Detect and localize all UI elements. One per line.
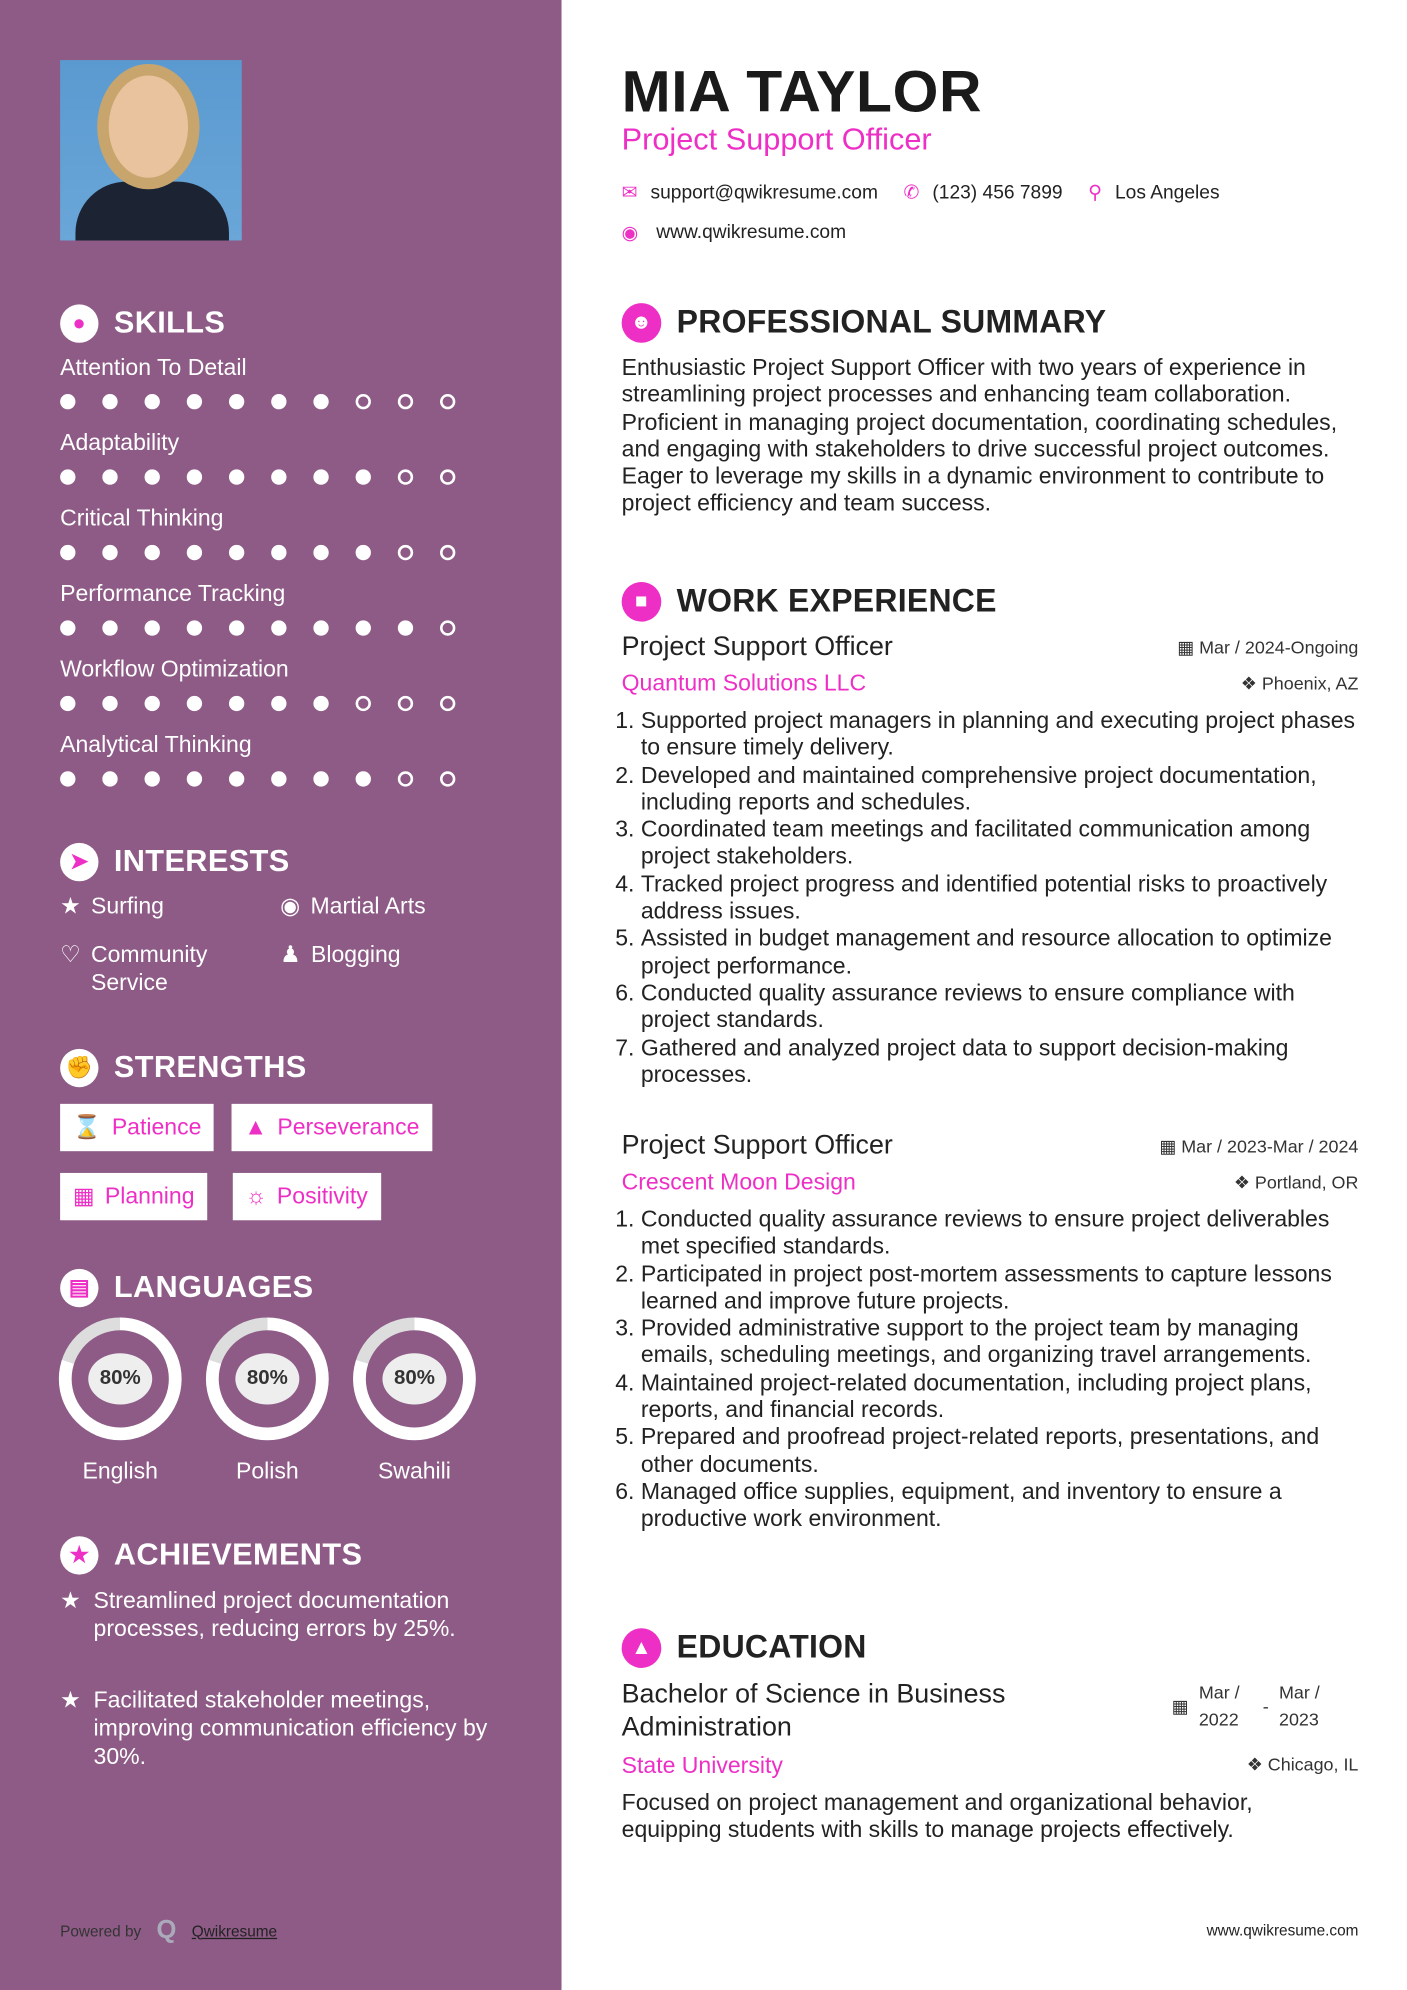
languages-title: LANGUAGES xyxy=(113,1270,314,1305)
achievement-item xyxy=(60,1586,495,1642)
rating-dot xyxy=(356,545,371,560)
rating-dot xyxy=(187,469,202,484)
user-icon: ☻ xyxy=(622,303,662,343)
language-ring xyxy=(206,1317,329,1440)
rating-dot xyxy=(271,545,286,560)
job-bullet: 3. Coordinated team meetings and facilitated communication among project stakeholders. xyxy=(641,816,1359,870)
rating-dot xyxy=(229,394,244,409)
skill-item xyxy=(60,430,455,505)
rating-dot xyxy=(187,771,202,786)
globe-icon: ◉ xyxy=(621,222,639,245)
rating-dot xyxy=(229,696,244,711)
strength-label: Positivity xyxy=(276,1183,368,1209)
job-bullets xyxy=(622,1206,1359,1533)
rating-dot xyxy=(145,469,160,484)
calendar-icon: ▦ xyxy=(1177,636,1200,657)
rating-dot xyxy=(398,469,413,484)
job-bullet: 3. Provided administrative support to the project team by managing emails, scheduling meetings, and organizing travel arrangements. xyxy=(641,1315,1359,1369)
job-title: Project Support Officer xyxy=(621,122,932,158)
rating-dot xyxy=(398,545,413,560)
job-location xyxy=(1241,673,1359,695)
rating-dot xyxy=(271,696,286,711)
rating-dot xyxy=(102,620,117,635)
language-name: Swahili xyxy=(377,1458,451,1484)
rating-dot xyxy=(440,620,455,635)
rating-dot xyxy=(187,394,202,409)
rating-dot xyxy=(102,696,117,711)
achievement-text: Streamlined project documentation processes, reducing errors by 25%. xyxy=(93,1587,456,1642)
skill-label: Critical Thinking xyxy=(60,505,224,531)
interest-item xyxy=(280,940,400,968)
education-location xyxy=(1247,1754,1359,1776)
location: Los Angeles xyxy=(1114,180,1220,203)
job-location xyxy=(1234,1172,1359,1194)
rating-dot xyxy=(313,394,328,409)
skill-label: Workflow Optimization xyxy=(60,656,289,682)
skill-rating xyxy=(60,394,455,409)
language-percent: 80% xyxy=(235,1353,299,1404)
job-entry xyxy=(622,632,1359,1089)
calendar-icon: ▦ xyxy=(72,1183,95,1209)
skill-label: Performance Tracking xyxy=(60,580,286,607)
job-bullet: 1. Supported project managers in planning and executing project phases to ensure timely delivery. xyxy=(641,707,1359,761)
rating-dot xyxy=(313,545,328,560)
job-dates xyxy=(1159,1135,1358,1157)
rating-dot xyxy=(145,394,160,409)
job-bullets xyxy=(622,707,1359,1088)
rating-dot xyxy=(271,469,286,484)
rating-dot xyxy=(145,545,160,560)
school: State University xyxy=(621,1752,783,1778)
skill-item xyxy=(60,354,455,429)
rating-dot xyxy=(313,771,328,786)
rating-dot xyxy=(187,696,202,711)
job-title: Project Support Officer xyxy=(621,631,893,662)
rating-dot xyxy=(145,620,160,635)
contact-row xyxy=(622,180,1220,203)
job-location-text: Phoenix, AZ xyxy=(1261,672,1359,694)
sidebar xyxy=(0,0,562,1990)
summary-text: Enthusiastic Project Support Officer with two years of experience in streamlining project processes and enhancing team collaboration. Proficient in managing project documentation, coordinating schedules, and engaging with stakeholders to drive successful project outcomes. Eager to leverage my skills in a dynamic environment to contribute to project efficiency and team success. xyxy=(621,354,1338,517)
language-percent: 80% xyxy=(88,1353,152,1404)
skill-label: Attention To Detail xyxy=(60,354,247,380)
rating-dot xyxy=(313,696,328,711)
interest-label: Martial Arts xyxy=(310,892,426,919)
rating-dot xyxy=(60,545,75,560)
strength-tag xyxy=(60,1173,207,1220)
brand-link[interactable]: Qwikresume xyxy=(191,1921,278,1940)
powered-by-label: Powered by xyxy=(60,1921,142,1940)
rating-dot xyxy=(356,620,371,635)
language-item xyxy=(353,1317,476,1485)
language-item xyxy=(59,1317,182,1485)
rating-dot xyxy=(229,771,244,786)
job-bullet: 2. Participated in project post-mortem assessments to capture lessons learned and improve future projects. xyxy=(641,1261,1359,1315)
skill-label: Adaptability xyxy=(60,429,180,456)
rating-dot xyxy=(271,771,286,786)
email[interactable]: support@qwikresume.com xyxy=(650,180,878,203)
language-item xyxy=(206,1317,329,1485)
briefcase-icon: ■ xyxy=(622,582,662,622)
lightbulb-icon: ● xyxy=(60,304,98,342)
language-name: English xyxy=(82,1458,158,1484)
rating-dot xyxy=(356,394,371,409)
rating-dot xyxy=(313,469,328,484)
rating-dot xyxy=(145,696,160,711)
rating-dot xyxy=(60,394,75,409)
skill-item xyxy=(60,581,455,656)
achievements-title: ACHIEVEMENTS xyxy=(113,1537,363,1573)
rating-dot xyxy=(102,545,117,560)
summary-heading xyxy=(622,303,1107,343)
strength-label: Planning xyxy=(104,1183,195,1209)
interest-item xyxy=(280,892,425,920)
mountain-icon: ▲ xyxy=(244,1114,268,1140)
calendar-icon: ▦ xyxy=(1159,1135,1182,1156)
achievement-item xyxy=(60,1686,495,1770)
email-icon: ✉ xyxy=(621,181,638,204)
skills-list xyxy=(60,354,455,807)
graduation-icon: ▲ xyxy=(622,1628,662,1668)
interest-label: Blogging xyxy=(311,941,401,967)
summary-title: PROFESSIONAL SUMMARY xyxy=(676,304,1107,341)
job-entry xyxy=(622,1131,1359,1533)
strength-tag xyxy=(233,1173,381,1220)
phone-icon: ✆ xyxy=(903,181,920,204)
rating-dot xyxy=(102,771,117,786)
job-dates xyxy=(1177,636,1358,658)
rating-dot xyxy=(440,696,455,711)
skills-heading xyxy=(60,304,225,342)
rating-dot xyxy=(229,545,244,560)
interest-item xyxy=(60,940,252,996)
rating-dot xyxy=(440,469,455,484)
footer-website[interactable]: www.qwikresume.com xyxy=(1206,1921,1359,1940)
job-bullet: 6. Managed office supplies, equipment, and inventory to ensure a productive work environment. xyxy=(641,1479,1359,1533)
skill-rating xyxy=(60,620,455,635)
pin-icon: ❖ xyxy=(1246,1753,1268,1775)
pin-icon: ❖ xyxy=(1240,672,1262,694)
language-ring xyxy=(353,1317,476,1440)
skill-rating xyxy=(60,469,455,484)
rating-dot xyxy=(229,620,244,635)
rating-dot xyxy=(187,545,202,560)
pin-icon: ❖ xyxy=(1233,1171,1255,1193)
website[interactable]: www.qwikresume.com xyxy=(656,221,847,244)
rating-dot xyxy=(229,469,244,484)
skills-title: SKILLS xyxy=(113,305,226,341)
rating-dot xyxy=(60,469,75,484)
achievements-heading xyxy=(60,1536,362,1574)
powered-by xyxy=(60,1916,277,1945)
rating-dot xyxy=(440,394,455,409)
rating-dot xyxy=(398,620,413,635)
profile-photo xyxy=(60,60,242,240)
skill-rating xyxy=(60,696,455,711)
degree: Bachelor of Science in Business Administration xyxy=(621,1679,1006,1743)
website-row xyxy=(622,221,846,244)
end-date: Mar / 2023 xyxy=(1278,1682,1320,1730)
interests-title: INTERESTS xyxy=(113,844,290,879)
strength-tag xyxy=(60,1104,214,1151)
strengths-title: STRENGTHS xyxy=(113,1050,307,1085)
job-location-text: Portland, OR xyxy=(1254,1171,1359,1193)
languages-heading xyxy=(60,1269,313,1307)
star-icon: ★ xyxy=(60,1536,98,1574)
qwikresume-logo-icon: Q xyxy=(156,1916,177,1945)
start-date: Mar / 2022 xyxy=(1198,1682,1240,1730)
interest-item xyxy=(60,892,164,920)
education-location-text: Chicago, IL xyxy=(1267,1753,1359,1775)
rating-dot xyxy=(271,620,286,635)
education-dates xyxy=(1172,1679,1333,1733)
rating-dot xyxy=(356,696,371,711)
experience-title: WORK EXPERIENCE xyxy=(676,583,997,620)
hand-icon: ♡ xyxy=(60,941,81,967)
languages-list xyxy=(59,1317,476,1485)
interest-label: Community Service xyxy=(90,941,208,996)
candidate-name: MIA TAYLOR xyxy=(621,57,983,125)
job-dates-text: Mar / 2024-Ongoing xyxy=(1199,636,1359,657)
job-bullet: 1. Conducted quality assurance reviews to ensure project deliverables met specified standards. xyxy=(641,1206,1359,1260)
language-percent: 80% xyxy=(382,1353,446,1404)
company: Crescent Moon Design xyxy=(621,1169,856,1195)
star-icon: ★ xyxy=(60,892,81,919)
rating-dot xyxy=(313,620,328,635)
strengths-heading xyxy=(60,1049,307,1087)
strength-tag xyxy=(232,1104,433,1151)
education-title: EDUCATION xyxy=(676,1629,867,1666)
job-bullet: 4. Tracked project progress and identified potential risks to proactively address issues. xyxy=(641,871,1359,925)
rating-dot xyxy=(356,469,371,484)
rating-dot xyxy=(398,771,413,786)
rating-dot xyxy=(398,394,413,409)
date-separator: - xyxy=(1262,1695,1269,1716)
fist-icon: ✊ xyxy=(60,1049,98,1087)
skill-rating xyxy=(60,545,455,560)
job-bullet: 2. Developed and maintained comprehensive project documentation, including reports and schedules. xyxy=(641,762,1359,816)
education-heading xyxy=(622,1628,867,1668)
rating-dot xyxy=(187,620,202,635)
job-bullet: 5. Prepared and proofread project-related reports, presentations, and other documents. xyxy=(641,1424,1359,1478)
job-bullet: 4. Maintained project-related documentation, including project plans, reports, and financial records. xyxy=(641,1370,1359,1424)
phone: (123) 456 7899 xyxy=(932,180,1063,203)
skill-item xyxy=(60,732,455,807)
paper-plane-icon: ➤ xyxy=(60,843,98,881)
rating-dot xyxy=(60,620,75,635)
shooting-star-icon: ★ xyxy=(60,1687,81,1713)
strength-label: Patience xyxy=(111,1114,202,1140)
language-ring xyxy=(59,1317,182,1440)
location-icon: ⚲ xyxy=(1088,181,1103,204)
job-bullet: 6. Conducted quality assurance reviews to ensure compliance with project standards. xyxy=(641,980,1359,1034)
language-name: Polish xyxy=(235,1458,299,1484)
skill-item xyxy=(60,505,455,580)
job-dates-text: Mar / 2023-Mar / 2024 xyxy=(1181,1135,1359,1156)
users-icon: ♟ xyxy=(280,941,301,967)
shooting-star-icon: ★ xyxy=(60,1587,81,1613)
rating-dot xyxy=(356,771,371,786)
skill-label: Analytical Thinking xyxy=(60,731,252,758)
job-bullet: 5. Assisted in budget management and resource allocation to optimize project performance. xyxy=(641,925,1359,979)
rating-dot xyxy=(440,545,455,560)
rating-dot xyxy=(271,394,286,409)
interest-label: Surfing xyxy=(90,892,164,919)
rating-dot xyxy=(60,696,75,711)
globe-icon: ◉ xyxy=(280,892,301,919)
rating-dot xyxy=(398,696,413,711)
hourglass-icon: ⌛ xyxy=(72,1114,102,1140)
rating-dot xyxy=(102,469,117,484)
education-description: Focused on project management and organizational behavior, equipping students with skills to manage projects effectively. xyxy=(621,1789,1253,1843)
job-title: Project Support Officer xyxy=(621,1130,893,1161)
rating-dot xyxy=(145,771,160,786)
rating-dot xyxy=(440,771,455,786)
job-bullet: 7. Gathered and analyzed project data to support decision-making processes. xyxy=(641,1034,1359,1088)
company: Quantum Solutions LLC xyxy=(621,670,867,696)
achievement-text: Facilitated stakeholder meetings, improving communication efficiency by 30%. xyxy=(93,1687,488,1769)
skill-item xyxy=(60,656,455,731)
calendar-icon: ▦ xyxy=(1171,1695,1189,1716)
experience-heading xyxy=(622,582,997,622)
strength-label: Perseverance xyxy=(277,1114,420,1140)
rating-dot xyxy=(102,394,117,409)
interests-heading xyxy=(60,843,289,881)
rating-dot xyxy=(60,771,75,786)
sun-icon: ☼ xyxy=(245,1183,267,1209)
skill-rating xyxy=(60,771,455,786)
language-icon: ▤ xyxy=(60,1269,98,1307)
